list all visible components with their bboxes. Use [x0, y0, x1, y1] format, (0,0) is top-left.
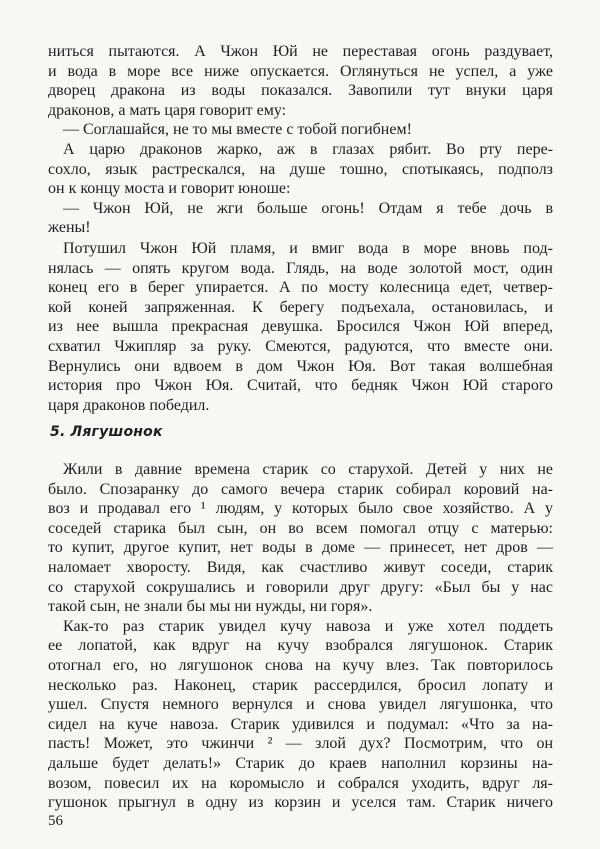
- text-line: несколько раз. Наконец, старик рассердился, бросил лопату и: [48, 676, 553, 694]
- text-line: схватил Чжипляр за руку. Смеются, радуются, что вместе они.: [48, 337, 553, 355]
- page-number: 56: [48, 813, 63, 829]
- text-line: наломает хворосту. Видя, как счастливо живут соседи, старик: [48, 558, 553, 576]
- text-line: было. Спозаранку до самого вечера старик собирал коровий на-: [48, 480, 553, 498]
- text-line: то купит, другое купит, нет воды в доме — принесет, нет дров —: [48, 539, 553, 557]
- text-line: Как-то раз старик увидел кучу навоза и уже хотел поддеть: [63, 617, 553, 635]
- text-line: отогнал его, но лягушонок снова на кучу влез. Так повторилось: [48, 656, 553, 674]
- text-line: история про Чжон Юя. Считай, что бедняк Чжон Юй старого: [48, 377, 553, 395]
- text-line: сидел на куче навоза. Старик удивился и подумал: «Что за на-: [48, 715, 553, 733]
- text-line: возом, повесил их на коромысло и собрался уходить, вдруг ля-: [48, 774, 553, 792]
- text-line: и вода в море все ниже опускается. Оглянуться не успел, а уже: [48, 62, 553, 80]
- text-line: Потушил Чжон Юй пламя, и вмиг вода в море вновь под-: [63, 240, 553, 257]
- text-line: такой сын, не знали бы мы ни нужды, ни горя».: [48, 598, 373, 616]
- text-line: нялась — опять кругом вода. Глядь, на воде золотой мост, один: [48, 259, 553, 277]
- text-line: кой коней запряженная. К берегу подъехала, остановилась, и: [48, 298, 553, 316]
- section-heading: 5. Лягушонок: [50, 424, 163, 440]
- text-line: из нее вышла прекрасная девушка. Бросился Чжон Юй вперед,: [48, 318, 553, 336]
- text-line: дальше будет делать!» Старик до краев наполнил корзины на-: [48, 754, 553, 772]
- text-line: воз и продавал его ¹ людям, у которых было свое хозяйство. А у: [48, 500, 553, 518]
- text-block-story-ending-part2: [48, 239, 553, 415]
- text-line: соседей старика был сын, он во всем помогал отцу с матерью:: [48, 519, 553, 537]
- text-line: ниться пытаются. А Чжон Юй не переставая огонь раздувает,: [48, 43, 553, 60]
- text-block-lyagushonok: [48, 460, 553, 813]
- text-line: Жили в давние времена старик со старухой. Детей у них не: [63, 461, 553, 478]
- text-line: ушел. Спустя немного вернулся и снова увидел лягушонка, что: [48, 696, 553, 714]
- text-line: — Соглашайся, не то мы вместе с тобой погибнем!: [63, 121, 412, 139]
- text-line: пасть! Может, это чжинчи ² — злой дух? Посмотрим, что он: [48, 735, 553, 753]
- text-line: ее лопатой, как вдруг на кучу взобрался лягушонок. Старик: [48, 637, 553, 655]
- text-block-story-ending-part1: [48, 42, 553, 238]
- text-line: со старухой сокрушались и говорили друг другу: «Был бы у нас: [48, 578, 553, 596]
- text-line: А царю драконов жарко, аж в глазах рябит. Во рту пере-: [63, 140, 553, 158]
- text-line: сохло, язык растрескался, на душе тошно, спотыкаясь, подполз: [48, 160, 553, 178]
- text-line: конец его в берег упирается. А по мосту колесница едет, четвер-: [48, 279, 553, 297]
- text-line: дворец дракона из воды показался. Завопили тут внуки царя: [48, 82, 553, 100]
- text-line: гушонок прыгнул в одну из корзин и уселся там. Старик ничего: [48, 794, 553, 812]
- text-line: он к концу моста и говорит юноше:: [48, 180, 291, 198]
- text-line: жены!: [48, 219, 91, 237]
- text-line: — Чжон Юй, не жги больше огонь! Отдам я тебе дочь в: [63, 199, 553, 217]
- text-line: царя драконов победил.: [48, 396, 210, 414]
- text-line: Вернулись они вдвоем в дом Чжон Юя. Вот такая волшебная: [48, 357, 553, 375]
- text-line: драконов, а мать царя говорит ему:: [48, 101, 287, 119]
